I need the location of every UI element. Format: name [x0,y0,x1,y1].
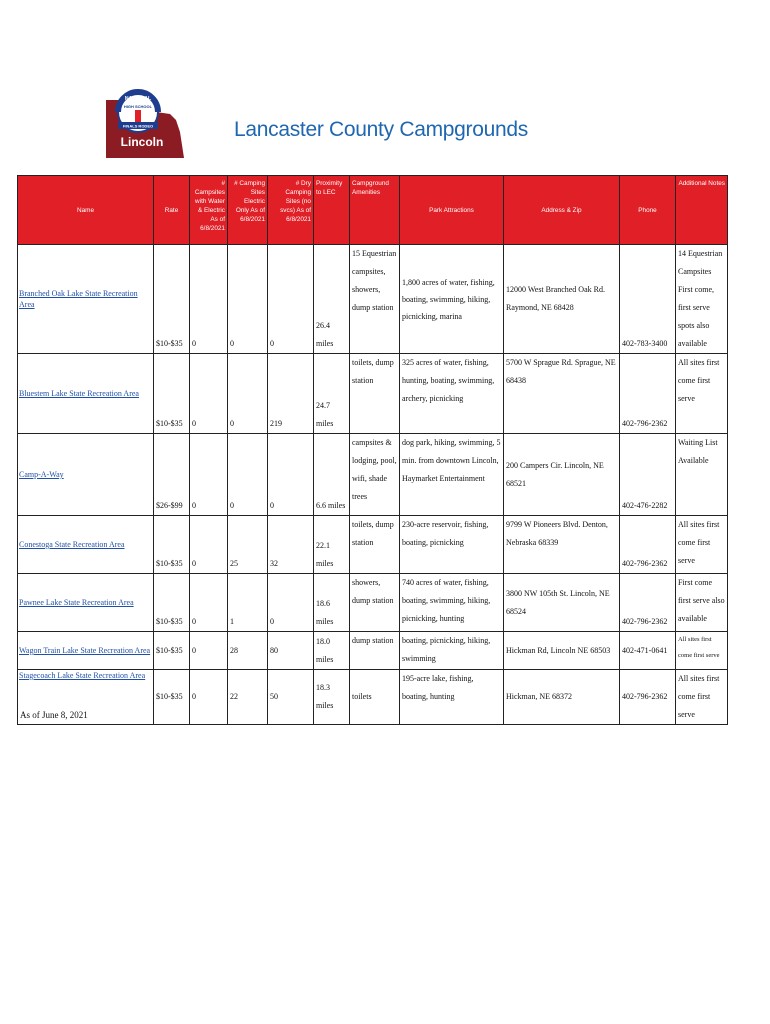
table-row [18,574,728,632]
page-title: Lancaster County Campgrounds [234,118,528,141]
table-row [18,632,728,670]
notes-cell: Waiting List Available [676,434,728,516]
water-electric-cell: 0 [190,434,228,516]
water-electric-cell: 0 [190,632,228,670]
amenities-cell: dump station [350,632,400,670]
phone-cell: 402-796-2362 [620,354,676,434]
nhsfr-lincoln-logo [104,86,186,166]
as-of-date: As of June 8, 2021 [20,710,88,720]
notes-cell: First come first serve also available [676,574,728,632]
dry-camping-cell: 32 [268,516,314,574]
address-cell: Hickman Rd, Lincoln NE 68503 [504,632,620,670]
table-row [18,670,728,725]
electric-only-cell: 25 [228,516,268,574]
amenities-cell: campsites & lodging, pool, wifi, shade trees [350,434,400,516]
attractions-cell: 230-acre reservoir, fishing, boating, picnicking [400,516,504,574]
phone-cell: 402-471-0641 [620,632,676,670]
logo-ribbon-text: FINALS RODEO [122,123,154,129]
address-cell: Hickman, NE 68372 [504,670,620,725]
proximity-cell: 24.7 miles [314,354,350,434]
dry-camping-cell: 219 [268,354,314,434]
notes-cell: All sites first come first serve [676,354,728,434]
campground-name-link[interactable]: Camp-A-Way [18,434,154,516]
logo-top-text: NATIONAL [124,96,152,102]
attractions-cell: boating, picnicking, hiking, swimming [400,632,504,670]
rate-cell: $10-$35 [154,670,190,725]
campground-name-link[interactable]: Pawnee Lake State Recreation Area [18,574,154,632]
amenities-cell: toilets, dump station [350,354,400,434]
proximity-cell: 22.1 miles [314,516,350,574]
phone-cell: 402-476-2282 [620,434,676,516]
dry-camping-cell: 50 [268,670,314,725]
phone-cell: 402-796-2362 [620,670,676,725]
proximity-cell: 18.3 miles [314,670,350,725]
electric-only-cell: 1 [228,574,268,632]
water-electric-cell: 0 [190,670,228,725]
rate-cell: $10-$35 [154,574,190,632]
rate-cell: $10-$35 [154,516,190,574]
col-header-name: Name [18,176,154,245]
table-row [18,245,728,354]
attractions-cell: 1,800 acres of water, fishing, boating, swimming, hiking, picnicking, marina [400,245,504,354]
proximity-cell: 18.6 miles [314,574,350,632]
electric-only-cell: 0 [228,245,268,354]
water-electric-cell: 0 [190,574,228,632]
rate-cell: $10-$35 [154,632,190,670]
header-row [18,176,728,245]
dry-camping-cell: 80 [268,632,314,670]
campground-name-link[interactable]: Branched Oak Lake State Recreation Area [18,245,154,354]
water-electric-cell: 0 [190,354,228,434]
electric-only-cell: 22 [228,670,268,725]
rate-cell: $26-$99 [154,434,190,516]
phone-cell: 402-783-3400 [620,245,676,354]
logo-city-text: Lincoln [120,135,164,149]
dry-camping-cell: 0 [268,574,314,632]
col-header-dry-camping: # Dry Camping Sites (no svcs) As of 6/8/2021 [268,176,314,245]
address-cell: 200 Campers Cir. Lincoln, NE 68521 [504,434,620,516]
notes-cell: 14 Equestrian Campsites First come, first serve spots also available [676,245,728,354]
address-cell: 12000 West Branched Oak Rd. Raymond, NE 68428 [504,245,620,354]
logo-middle-text: HIGH SCHOOL [123,104,153,109]
campgrounds-table [17,175,728,725]
electric-only-cell: 0 [228,434,268,516]
dry-camping-cell: 0 [268,245,314,354]
col-header-address: Address & Zip [504,176,620,245]
col-header-rate: Rate [154,176,190,245]
amenities-cell: showers, dump station [350,574,400,632]
water-electric-cell: 0 [190,245,228,354]
amenities-cell: 15 Equestrian campsites, showers, dump station [350,245,400,354]
col-header-notes: Additional Notes [676,176,728,245]
attractions-cell: 325 acres of water, fishing, hunting, boating, swimming, archery, picnicking [400,354,504,434]
col-header-water-electric: # Campsites with Water & Electric As of 6/8/2021 [190,176,228,245]
campground-name-link[interactable]: Conestoga State Recreation Area [18,516,154,574]
proximity-cell: 6.6 miles [314,434,350,516]
address-cell: 5700 W Sprague Rd. Sprague, NE 68438 [504,354,620,434]
rate-cell: $10-$35 [154,354,190,434]
table-row [18,434,728,516]
address-cell: 3800 NW 105th St. Lincoln, NE 68524 [504,574,620,632]
col-header-attractions: Park Attractions [400,176,504,245]
proximity-cell: 18.0 miles [314,632,350,670]
campground-name-link[interactable]: Bluestem Lake State Recreation Area [18,354,154,434]
col-header-amenities: Campground Amenities [350,176,400,245]
notes-cell: All sites first come first serve [676,516,728,574]
campground-name-link[interactable]: Stagecoach Lake State Recreation Area [18,670,154,725]
amenities-cell: toilets, dump station [350,516,400,574]
rate-cell: $10-$35 [154,245,190,354]
table-row [18,516,728,574]
table-row [18,354,728,434]
col-header-electric-only: # Camping Sites Electric Only As of 6/8/2021 [228,176,268,245]
phone-cell: 402-796-2362 [620,574,676,632]
amenities-cell: toilets [350,670,400,725]
address-cell: 9799 W Pioneers Blvd. Denton, Nebraska 68339 [504,516,620,574]
col-header-phone: Phone [620,176,676,245]
attractions-cell: dog park, hiking, swimming, 5 min. from downtown Lincoln, Haymarket Entertainment [400,434,504,516]
water-electric-cell: 0 [190,516,228,574]
attractions-cell: 740 acres of water, fishing, boating, swimming, hiking, picnicking, hunting [400,574,504,632]
notes-cell: All sites first come first serve [676,632,728,670]
phone-cell: 402-796-2362 [620,516,676,574]
proximity-cell: 26.4 miles [314,245,350,354]
attractions-cell: 195-acre lake, fishing, boating, hunting [400,670,504,725]
campground-name-link[interactable]: Wagon Train Lake State Recreation Area [18,632,154,670]
dry-camping-cell: 0 [268,434,314,516]
electric-only-cell: 28 [228,632,268,670]
electric-only-cell: 0 [228,354,268,434]
notes-cell: All sites first come first serve [676,670,728,725]
col-header-proximity: Proximity to LEC [314,176,350,245]
